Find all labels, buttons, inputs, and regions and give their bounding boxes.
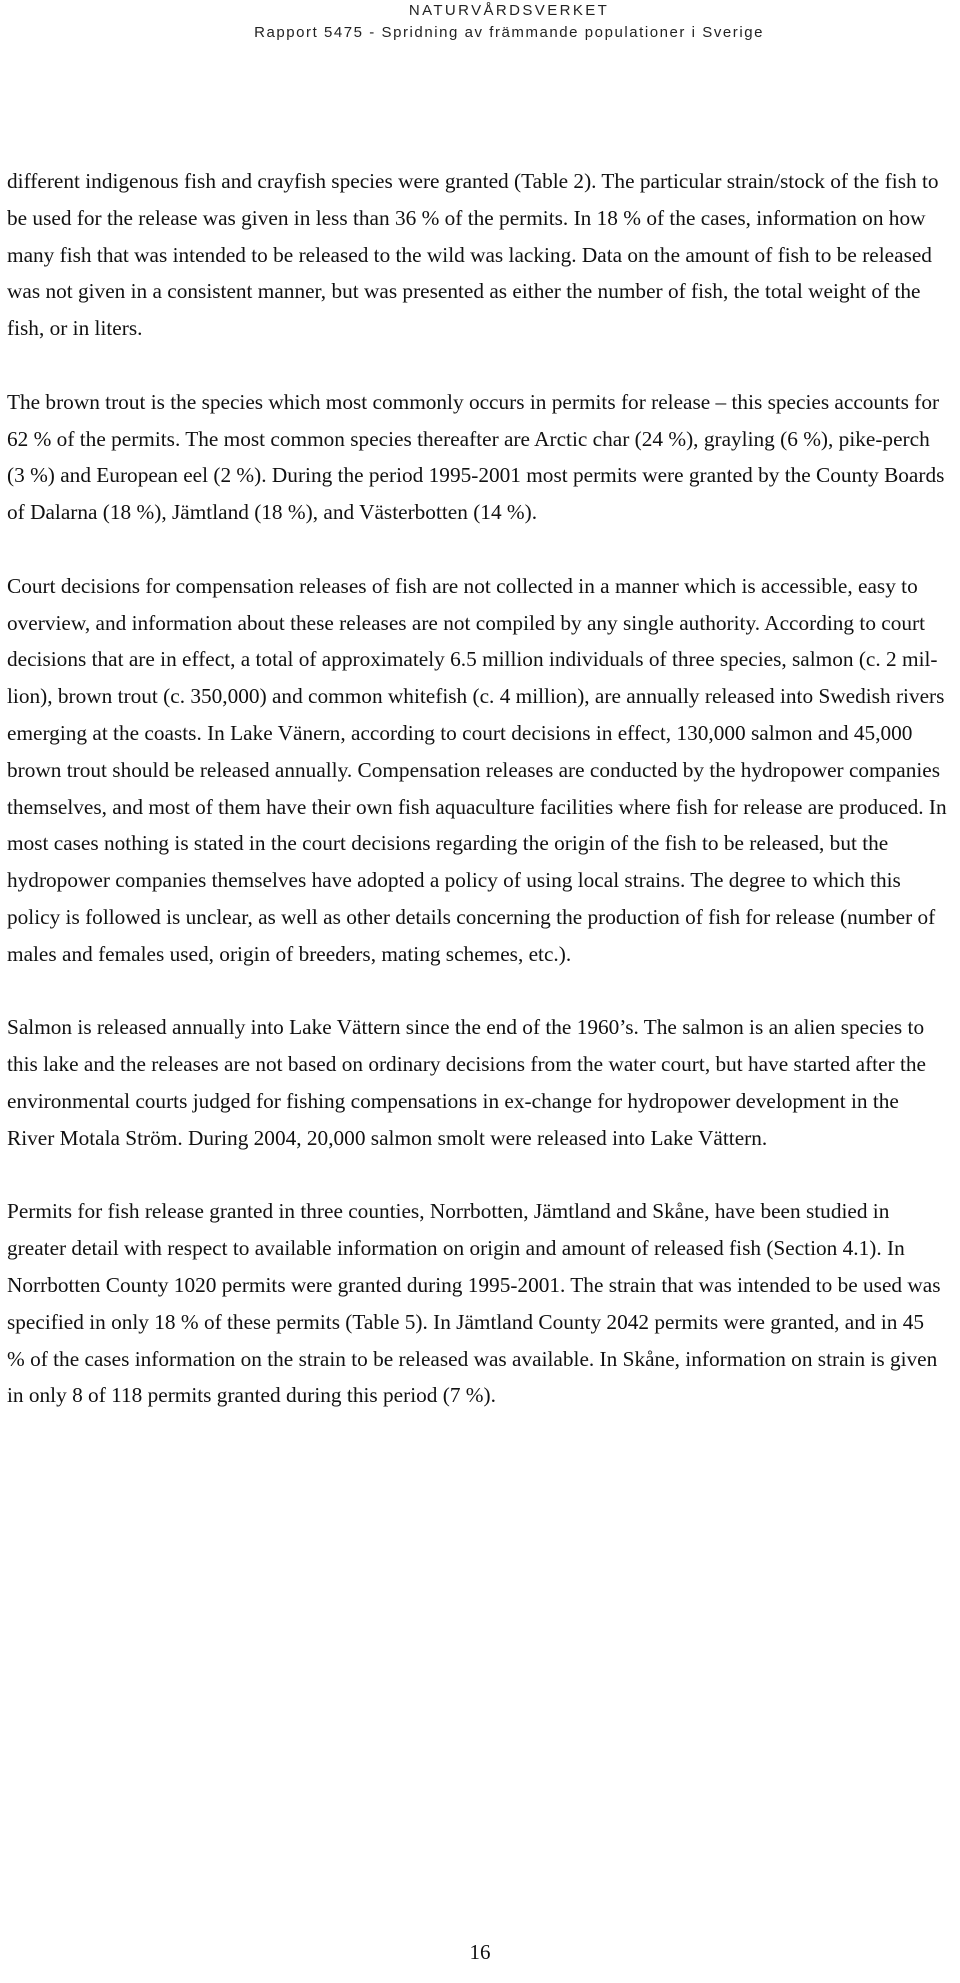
paragraph-county-permits: Permits for fish release granted in three counties, Norrbotten, Jämtland and Skåne, have been studied in greater detail with respect to available information on origin and amount of released fish (Section 4.1). In Norrbotten County 1020 permits were granted during 1995-2001. The strain that was intended to be used was specified in only 18 % of these permits (Table 5). In Jämtland County 2042 permits were granted, and in 45 % of the cases information on the strain to be released was available. In Skåne, information on strain is given in only 8 of 118 permits granted during this period (7 %). <box>7 1199 941 1408</box>
paragraph-lake-vattern-salmon: Salmon is released annually into Lake Vättern since the end of the 1960’s. The salmon is an alien species to this lake and the releases are not based on ordinary decisions from the water court, but have started after the environmental courts judged for fishing compensations in ex-change for hydropower development in the River Motala Ström. During 2004, 20,000 salmon smolt were released into Lake Vättern. <box>7 1015 926 1150</box>
header-organization: NATURVÅRDSVERKET <box>408 2 610 19</box>
document-body <box>7 163 947 1451</box>
page-number: 16 <box>469 1940 491 1964</box>
paragraph-species-distribution: The brown trout is the species which most commonly occurs in permits for release – this species accounts for 62 % of the permits. The most common species thereafter are Arctic char (24 %), grayling (6 %), pike-perch (3 %) and European eel (2 %). During the period 1995-2001 most permits were granted by the County Boards of Dalarna (18 %), Jämtland (18 %), and Västerbotten (14 %). <box>7 389 945 525</box>
paragraph-court-decisions: Court decisions for compensation releases of fish are not collected in a manner which is accessible, easy to overview, and information about these releases are not compiled by any single authority. According to court decisions that are in effect, a total of approximately 6.5 million individuals of three species, salmon (c. 2 mil-lion), brown trout (c. 350,000) and common whitefish (c. 4 million), are annually released into Swedish rivers emerging at the coasts. In Lake Vänern, according to court decisions in effect, 130,000 salmon and 45,000 brown trout should be released annually. Compensation releases are conducted by the hydropower companies themselves, and most of them have their own fish aquaculture facilities where fish for release are produced. In most cases nothing is stated in the court decisions regarding the origin of the fish to be released, but the hydropower companies themselves have adopted a policy of using local strains. The degree to which this policy is followed is unclear, as well as other details concerning the production of fish for release (number of males and females used, origin of breeders, mating schemes, etc.). <box>7 573 947 966</box>
running-header <box>254 0 764 44</box>
header-report-title: Rapport 5475 - Spridning av främmande populationer i Sverige <box>254 24 764 41</box>
paragraph-permit-information: different indigenous fish and crayfish species were granted (Table 2). The particular strain/stock of the fish to be used for the release was given in less than 36 % of the permits. In 18 % of the cases, information on how many fish that was intended to be released to the wild was lacking. Data on the amount of fish to be released was not given in a consistent manner, but was presented as either the number of fish, the total weight of the fish, or in liters. <box>7 169 939 341</box>
